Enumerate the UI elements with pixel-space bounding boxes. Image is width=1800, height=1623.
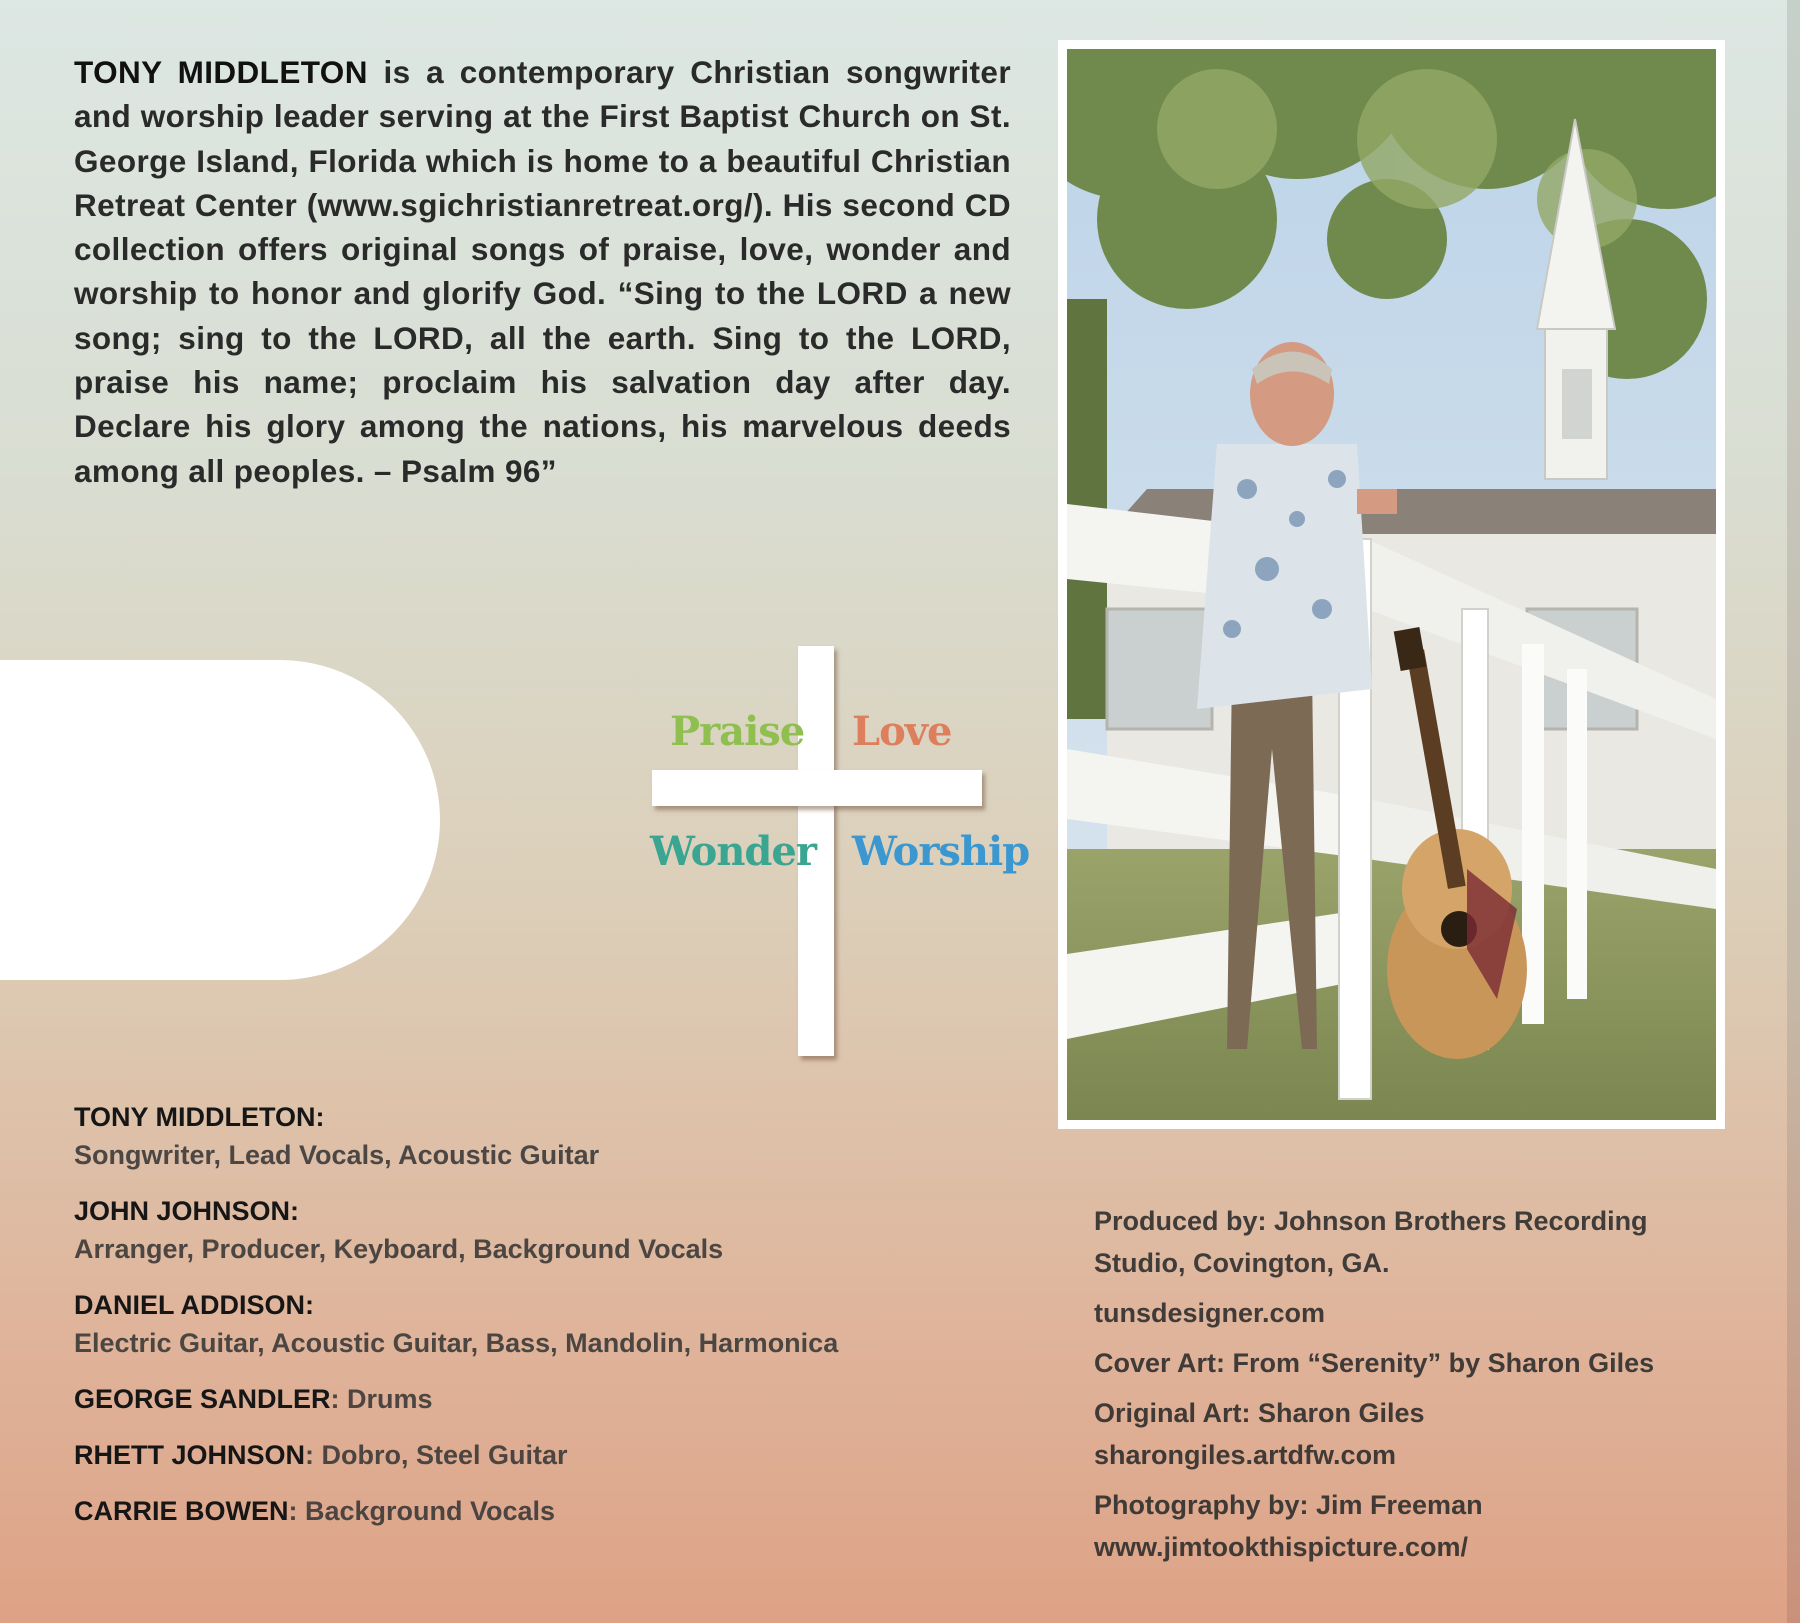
produced-by-line-2: Studio, Covington, GA. (1094, 1248, 1390, 1278)
credit-role: Electric Guitar, Acoustic Guitar, Bass, Mandolin, Harmonica (74, 1328, 839, 1358)
photography-url: www.jimtookthispicture.com/ (1094, 1532, 1469, 1562)
produced-by-line: Produced by: Johnson Brothers Recording (1094, 1206, 1648, 1236)
credit-name: TONY MIDDLETON: (74, 1102, 325, 1132)
photography-credit: Photography by: Jim Freeman (1094, 1490, 1483, 1520)
bio-artist-name: TONY MIDDLETON (74, 54, 368, 90)
cross-word-love: Love (852, 708, 952, 755)
cross-word-wonder: Wonder (650, 828, 816, 875)
credit-role: : Dobro, Steel Guitar (305, 1440, 568, 1470)
bio-text: is a contemporary Christian songwriter and worship leader serving at the First Baptist Church on St. George Island, Florida which is home to a beautiful Christian Retreat Center (www.sgichristianretreat.org/). His second CD collection offers original songs of praise, love, wonder and worship to honor and glorify God. “Sing to the LORD a new song; sing to the LORD, all the earth. Sing to the LORD, praise his name; proclaim his salvation day after day. Declare his glory among the nations, his marvelous deeds among all peoples. – Psalm 96” (74, 54, 1011, 489)
musician-credits (74, 1098, 1054, 1548)
credit-name: DANIEL ADDISON: (74, 1290, 315, 1320)
credit-entry (74, 1436, 1054, 1474)
credit-name: CARRIE BOWEN (74, 1496, 289, 1526)
adjacent-panel-edge (1787, 0, 1800, 1623)
designer-url: tunsdesigner.com (1094, 1298, 1326, 1328)
credit-name: RHETT JOHNSON (74, 1440, 306, 1470)
credit-entry (74, 1492, 1054, 1530)
credit-entry (74, 1098, 1054, 1174)
credit-entry (74, 1380, 1054, 1418)
original-art-url: sharongiles.artdfw.com (1094, 1440, 1397, 1470)
credit-entry (74, 1286, 1054, 1362)
cross-horizontal-bar (652, 770, 982, 806)
credit-name: GEORGE SANDLER (74, 1384, 331, 1414)
production-credits (1094, 1200, 1774, 1576)
credit-entry (74, 1192, 1054, 1268)
credit-role: : Drums (330, 1384, 433, 1414)
artist-bio (74, 50, 1011, 493)
cross-graphic (640, 646, 1030, 1066)
credit-role: Songwriter, Lead Vocals, Acoustic Guitar (74, 1140, 600, 1170)
cross-word-praise: Praise (670, 708, 805, 755)
original-art-credit: Original Art: Sharon Giles (1094, 1398, 1425, 1428)
credit-role: Arranger, Producer, Keyboard, Background Vocals (74, 1234, 724, 1264)
artist-photo-frame (1058, 40, 1725, 1129)
cover-art-credit: Cover Art: From “Serenity” by Sharon Giles (1094, 1348, 1655, 1378)
cross-word-worship: Worship (852, 828, 1030, 875)
credit-name: JOHN JOHNSON: (74, 1196, 300, 1226)
credit-role: : Background Vocals (288, 1496, 556, 1526)
disc-cutout-shape (0, 660, 440, 980)
artist-photo (1067, 49, 1716, 1120)
